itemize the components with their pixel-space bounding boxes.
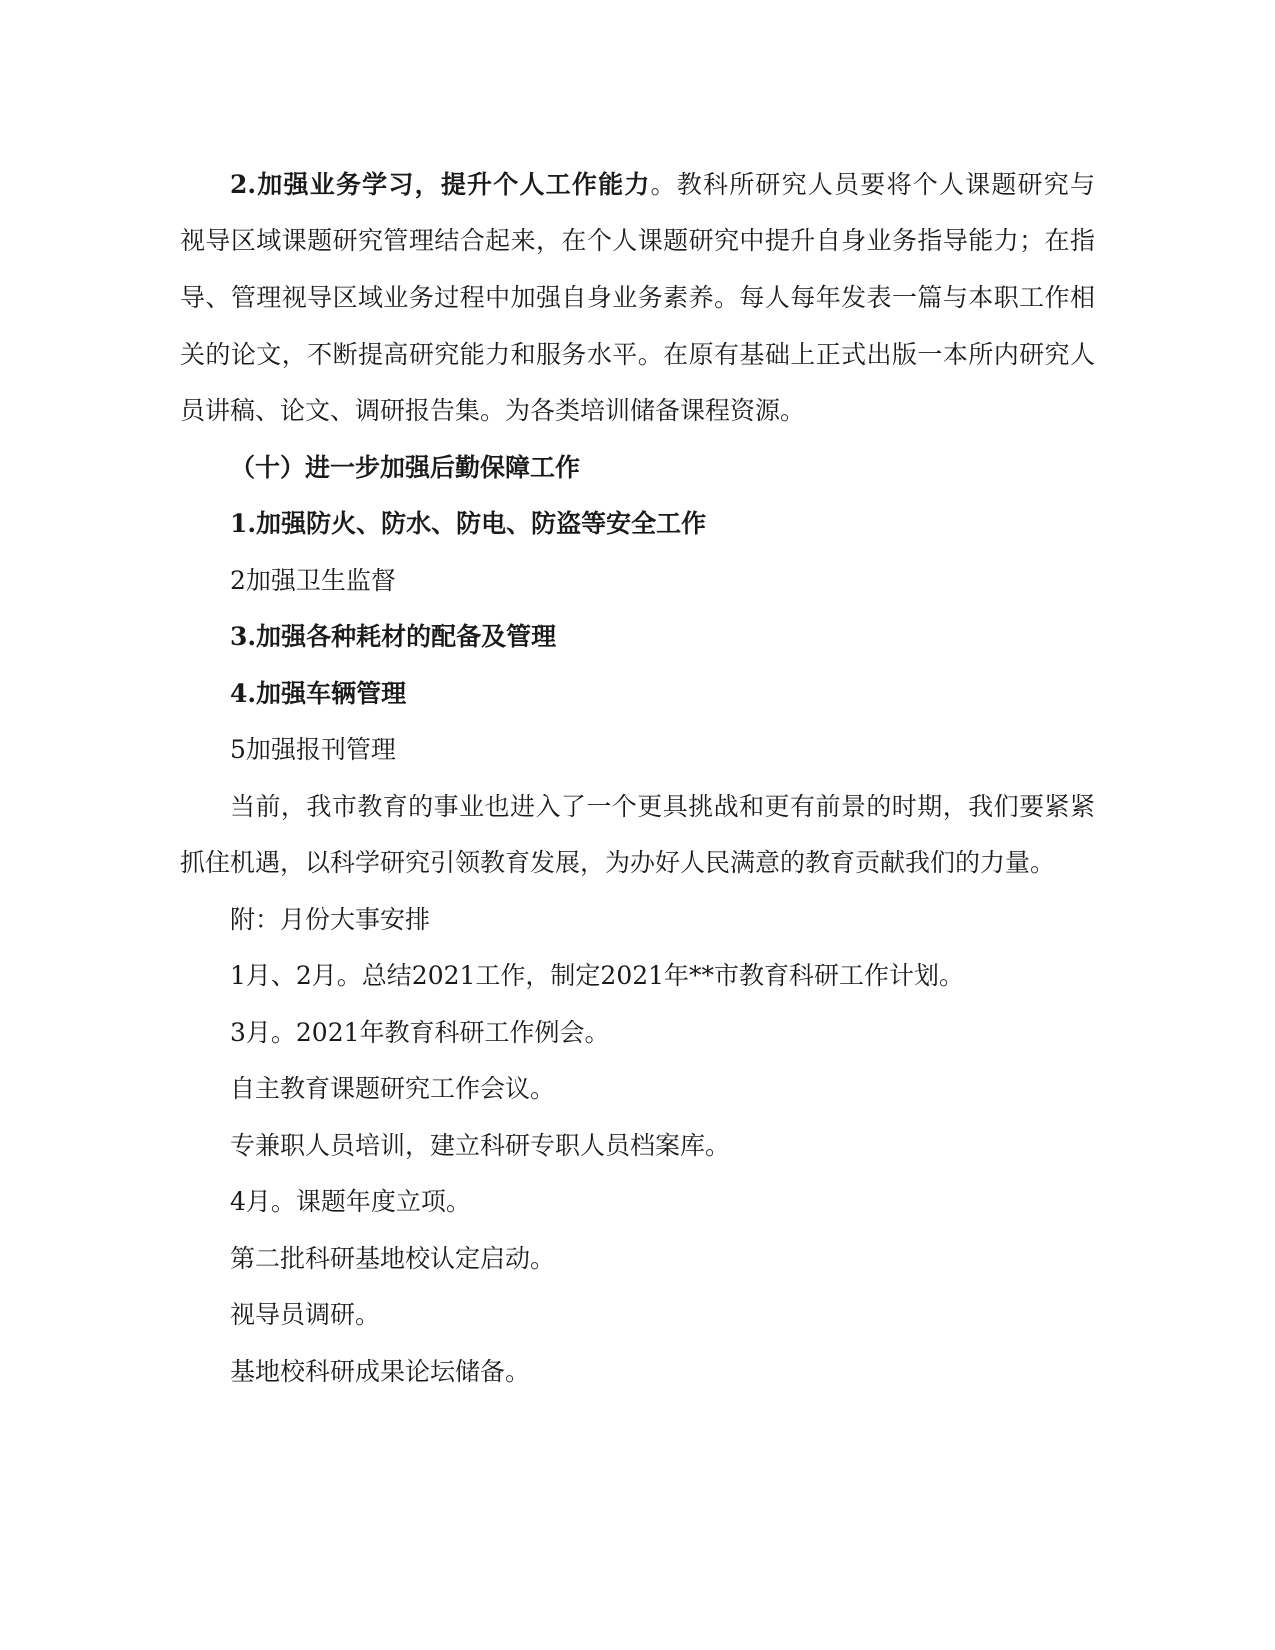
section-2-heading: 2.加强业务学习，提升个人工作能力 [230, 170, 651, 199]
schedule-item: 1月、2月。总结2021工作，制定2021年**市教育科研工作计划。 [230, 961, 965, 990]
section-2-first-line [230, 168, 1095, 202]
logistics-item-5: 5加强报刊管理 [230, 735, 396, 764]
appendix-title: 附：月份大事安排 [230, 905, 431, 934]
section-10-heading: （十）进一步加强后勤保障工作 [230, 453, 581, 482]
section-2-line-1: 视导区域课题研究管理结合起来，在个人课题研究中提升自身业务指导能力；在指 [180, 226, 1095, 255]
section-2-line-4: 员讲稿、论文、调研报告集。为各类培训储备课程资源。 [180, 396, 806, 425]
schedule-item: 视导员调研。 [230, 1300, 381, 1329]
logistics-item-2: 2加强卫生监督 [230, 566, 396, 595]
logistics-item-4: 4.加强车辆管理 [230, 679, 407, 708]
logistics-item-3: 3.加强各种耗材的配备及管理 [230, 622, 557, 651]
section-2-line-3: 关的论文，不断提高研究能力和服务水平。在原有基础上正式出版一本所内研究人 [180, 340, 1095, 369]
conclusion-line-1: 当前，我市教育的事业也进入了一个更具挑战和更有前景的时期，我们要紧紧 [230, 792, 1095, 821]
logistics-item-1: 1.加强防火、防水、防电、防盗等安全工作 [230, 509, 707, 538]
schedule-item: 第二批科研基地校认定启动。 [230, 1244, 556, 1273]
conclusion-line-2: 抓住机遇，以科学研究引领教育发展，为办好人民满意的教育贡献我们的力量。 [180, 848, 1056, 877]
schedule-item: 3月。2021年教育科研工作例会。 [230, 1018, 610, 1047]
section-2-line-2: 导、管理视导区域业务过程中加强自身业务素养。每人每年发表一篇与本职工作相 [180, 283, 1095, 312]
schedule-item: 基地校科研成果论坛储备。 [230, 1357, 531, 1386]
schedule-item: 自主教育课题研究工作会议。 [230, 1074, 556, 1103]
schedule-item: 4月。课题年度立项。 [230, 1187, 471, 1216]
schedule-item: 专兼职人员培训，建立科研专职人员档案库。 [230, 1131, 731, 1160]
section-2-line-0: 。教科所研究人员要将个人课题研究与 [650, 170, 1095, 199]
